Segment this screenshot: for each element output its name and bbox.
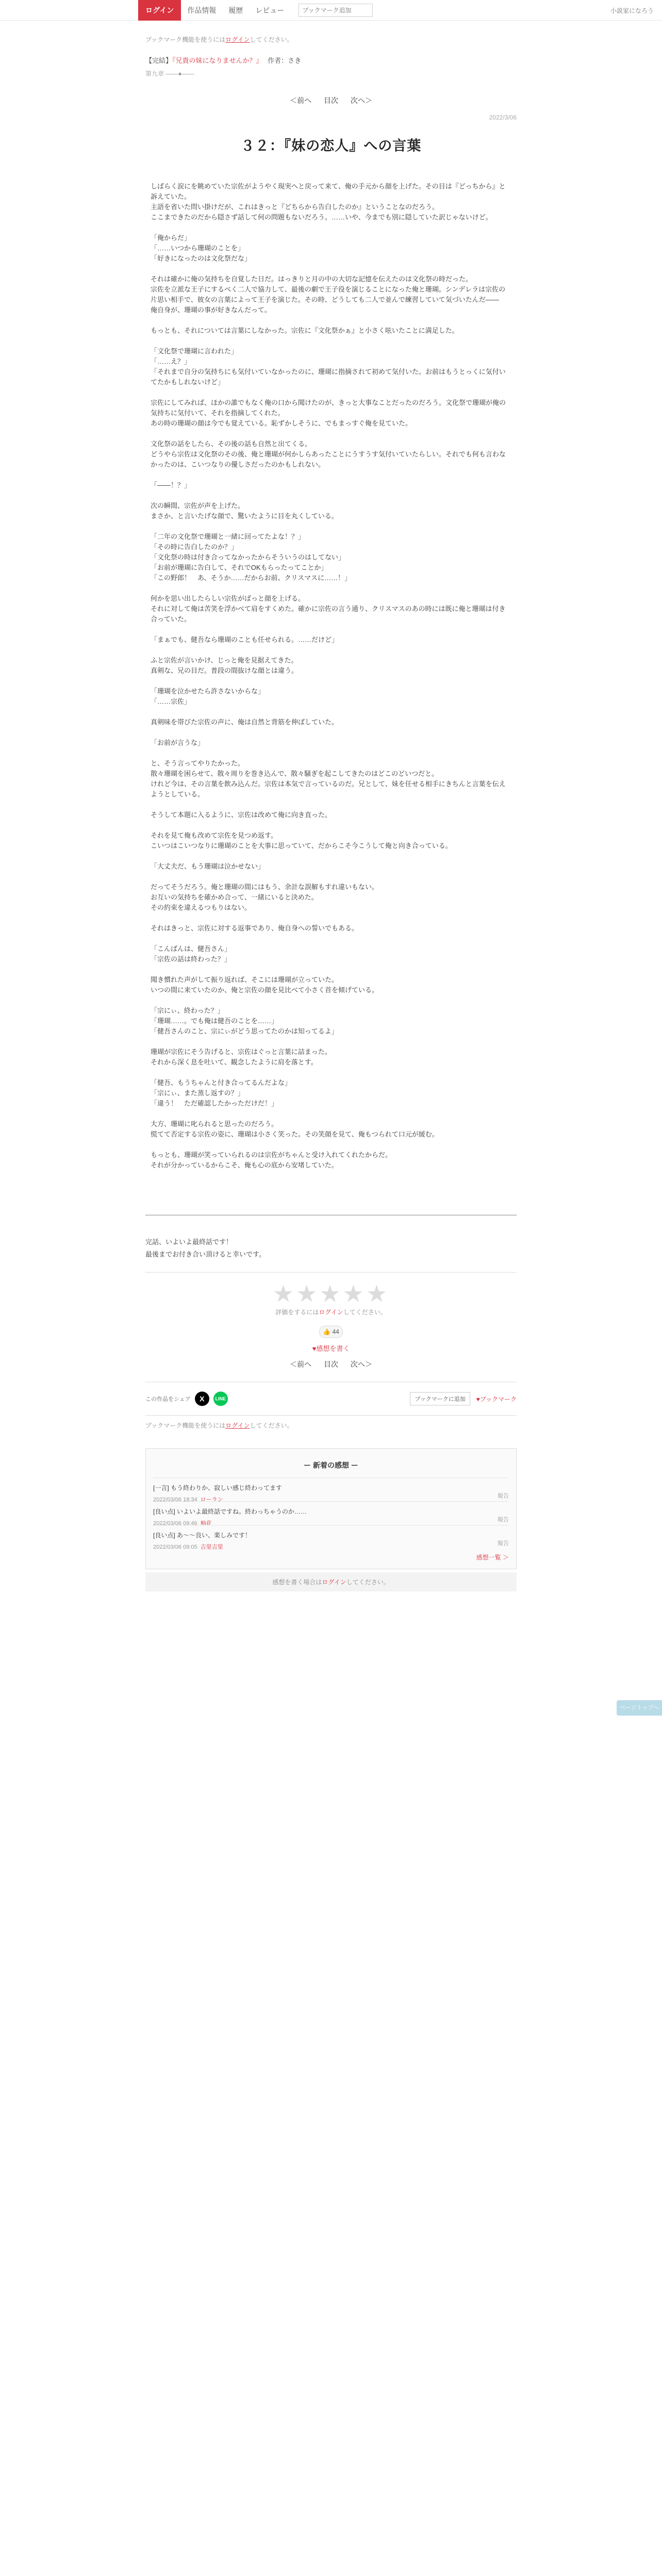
author-label: 作者：: [268, 57, 288, 64]
bookmark-button[interactable]: ♥ブックマーク: [476, 1395, 517, 1403]
body-paragraph: それを見て俺も改めて宗佐を見つめ返す。: [151, 832, 277, 839]
line-share-icon[interactable]: LINE: [213, 1392, 228, 1406]
afterword: [145, 1236, 517, 1261]
series-prefix: 【完結】: [145, 57, 173, 64]
body-paragraph: [151, 995, 511, 1006]
author-name[interactable]: さき: [288, 57, 302, 64]
body-paragraph: そうして本題に入るように、宗佐は改めて俺に向き直った。: [151, 811, 332, 819]
review-title: [一言] もう終わりか、寂しい感じ終わってます: [153, 1484, 282, 1492]
review-report-link[interactable]: 報告: [498, 1493, 509, 1499]
body-paragraph: [151, 1171, 511, 1181]
reviews-more-link[interactable]: 感想一覧 ＞: [476, 1554, 509, 1561]
body-paragraph: 文化祭の話をしたら、その後の話も自然と出てくる。: [151, 440, 312, 448]
review-author-link[interactable]: ローラン: [200, 1497, 223, 1503]
review-date: 2022/03/06 18:34: [153, 1497, 197, 1503]
body-paragraph: 「宗佐の話は終わった？」: [151, 955, 231, 963]
body-paragraph: [151, 624, 511, 635]
body-paragraph: [151, 336, 511, 346]
body-paragraph: こいつはこいつなりに珊瑚のことを大事に思っていて、だからこそ今こうして俺と向き合っている。: [151, 842, 452, 850]
body-paragraph: 「好きになったのは文化祭だな」: [151, 255, 252, 262]
review-meta: [153, 1543, 509, 1551]
share-label: この作品をシェア: [145, 1396, 191, 1402]
review-report-link[interactable]: 報告: [498, 1540, 509, 1547]
body-paragraph: 「お前が言うな」: [151, 739, 205, 747]
body-paragraph: けれど今は、その言葉を飲み込んだ。宗佐は本気で言っているのだ。兄として、妹を任せる相手にきちんと言葉を伝えようとしている。: [151, 780, 506, 798]
body-paragraph: しばらく涙にを眺めていた宗佐がようやく現実へと戻って来て、俺の手元から顔を上げた。その目は『どっちから』と訴えていた。: [151, 182, 506, 200]
body-paragraph: 「俺からだ」: [151, 234, 191, 242]
body-paragraph: 「――！？」: [151, 481, 191, 489]
body-paragraph: [151, 707, 511, 717]
review-login-suffix: してください。: [346, 1579, 390, 1586]
body-paragraph: 「珊瑚……。でも俺は健吾のことを……」: [151, 1017, 278, 1025]
login-notice: [145, 35, 517, 44]
body-paragraph: [151, 521, 511, 532]
reviews-header: ー 新着の感想 ー: [304, 1461, 358, 1469]
body-paragraph: [151, 315, 511, 326]
body-paragraph: [151, 913, 511, 923]
body-paragraph: 「この野郎！ あ、そうか……だからお前、クリスマスに……！」: [151, 574, 351, 582]
episode-date: 2022/3/06: [489, 114, 517, 121]
body-paragraph: 何かを思い出したらしい宗佐がばっと顔を上げる。: [151, 595, 305, 602]
review-login-link[interactable]: ログイン: [322, 1579, 346, 1586]
site-name: 小説家になろう: [610, 7, 654, 14]
prev-page-link[interactable]: ＜前へ: [290, 1360, 312, 1368]
body-paragraph: [151, 490, 511, 501]
rating-login-link[interactable]: ログイン: [319, 1309, 343, 1316]
notice-text: ブックマーク機能を使うには: [145, 1422, 226, 1429]
main-content: [145, 35, 517, 1591]
body-paragraph: 「こんばんは、健吾さん」: [151, 945, 231, 953]
body-paragraph: お互いの気持ちを確かめ合って、一緒にいると決めた。: [151, 893, 318, 901]
body-paragraph: どうやら宗佐は文化祭のその後、俺と珊瑚が何かしらあったことにうすうす気付いていたらしい。それでも何も言わなかったのは、こいつなりの優しさだったのかもしれない。: [151, 450, 506, 468]
review-login-note: [145, 1572, 517, 1591]
login-notice-bottom: [145, 1421, 517, 1430]
recent-reviews-box: [145, 1448, 517, 1569]
pager-bottom: [145, 1359, 517, 1369]
body-paragraph: 珊瑚が宗佐にそう告げると、宗佐はぐっと言葉に詰まった。: [151, 1048, 332, 1056]
body-paragraph: だってそうだろう。俺と珊瑚の間にはもう、余計な誤解もすれ違いもない。: [151, 883, 379, 891]
body-paragraph: 「大丈夫だ、もう珊瑚は泣かせない」: [151, 862, 265, 870]
body-paragraph: 次の瞬間、宗佐が声を上げた。: [151, 502, 245, 510]
body-paragraph: それが分かっているからこそ、俺も心の底から安堵していた。: [151, 1161, 338, 1169]
body-paragraph: 宗佐にしてみれば、ほかの誰でもなく俺の口から聞けたのが、きっと大事なことだったのだろう。文化祭で珊瑚が俺の気持ちに気付いて、それを指摘してくれた。: [151, 399, 506, 417]
body-paragraph: [151, 1109, 511, 1119]
body-paragraph: [151, 964, 511, 975]
notice-text-suffix: してください。: [250, 36, 293, 43]
toc-link[interactable]: 目次: [324, 1360, 338, 1368]
review-item[interactable]: [153, 1478, 509, 1501]
body-paragraph: [151, 470, 511, 480]
like-button[interactable]: 👍 44: [319, 1326, 343, 1338]
body-paragraph: [151, 851, 511, 861]
body-paragraph: [151, 748, 511, 758]
body-paragraph: 散々珊瑚を困らせて、散々周りを巻き込んで、散々騒ぎを起こしてきたのはどこのどいつだと。: [151, 770, 439, 777]
series-title-link[interactable]: 『兄貴の妹になりませんか？』: [172, 57, 263, 64]
review-author-link[interactable]: 柚花: [200, 1520, 212, 1527]
prev-page-link[interactable]: ＜前へ: [290, 96, 312, 105]
body-paragraph: いつの間に来ていたのか、俺と宗佐の顔を見比べて小さく首を傾げている。: [151, 986, 379, 994]
nav-recent-link[interactable]: 履歴: [228, 6, 243, 14]
body-paragraph: 真剣味を帯びた宗佐の声に、俺は自然と背筋を伸ばしていた。: [151, 718, 339, 726]
body-paragraph: [151, 800, 511, 810]
episode-title: ３２：『妹の恋人』への言葉: [240, 138, 422, 154]
notice-login-link[interactable]: ログイン: [225, 1422, 250, 1429]
review-item[interactable]: [153, 1501, 509, 1525]
body-paragraph: 「健吾さんのこと、宗にぃがどう思ってたのかは知ってるよ」: [151, 1027, 338, 1035]
review-report-link[interactable]: 報告: [498, 1517, 509, 1523]
body-paragraph: 「違う！ ただ確認したかっただけだ！」: [151, 1099, 278, 1107]
review-date: 2022/03/06 09:05: [153, 1544, 197, 1550]
body-paragraph: それは確かに俺の気持ちを自覚した日だ。はっきりと月の中の大切な記憶を伝えたのは文化祭の時だった。: [151, 275, 473, 283]
body-paragraph: [151, 429, 511, 439]
rating-stars[interactable]: ★★★★★: [272, 1280, 390, 1307]
nav-works-link[interactable]: 作品情報: [187, 6, 217, 14]
work-info: [145, 55, 517, 65]
body-paragraph: [151, 1067, 511, 1078]
body-paragraph: 「……いつから珊瑚のことを」: [151, 244, 245, 252]
body-paragraph: 「二年の文化祭で珊瑚と一緒に回ってたよな！？」: [151, 533, 305, 540]
body-paragraph: [151, 1140, 511, 1150]
bookmark-add-input[interactable]: [299, 4, 373, 17]
body-paragraph: [151, 645, 511, 655]
body-paragraph: [151, 1037, 511, 1047]
episode-body: [145, 181, 517, 1181]
body-paragraph: 「……宗佐」: [151, 698, 191, 705]
page-top-button[interactable]: ページトップへ: [617, 1700, 662, 1716]
body-paragraph: 「宗にぃ、終わった？」: [151, 1007, 224, 1014]
body-paragraph: 「それまで自分の気持ちにも気付いていなかったのに、珊瑚に指摘されて初めて気付いた。お前はもうとっくに気付いてたかもしれないけど」: [151, 368, 506, 386]
toc-link[interactable]: 目次: [324, 96, 338, 105]
chapter-progress: 第九章 ――●――: [145, 70, 194, 77]
body-paragraph: [151, 387, 511, 398]
body-paragraph: 真剣な、兄の目だ。普段の間抜けな顔とは違う。: [151, 667, 299, 674]
login-button[interactable]: ログイン: [138, 0, 181, 21]
body-paragraph: 「……え？」: [151, 358, 191, 365]
body-paragraph: もっとも、珊瑚が笑っていられるのは宗佐がちゃんと受け入れてくれたからだ。: [151, 1151, 392, 1159]
body-paragraph: [151, 676, 511, 686]
body-paragraph: 宗佐を立派な王子にするべく二人で協力して、最後の劇で王子役を演じることになった俺と珊瑚。シンデレラは宗佐の片思い相手で、彼女の言葉によって王子を演じた。その時、どうしても二人で並んで練習していて気づいたんだ――: [151, 285, 506, 303]
body-paragraph: 聞き慣れた声がして振り返れば、そこには珊瑚が立っていた。: [151, 976, 339, 984]
pager-top: [145, 95, 517, 106]
nav-review-link[interactable]: レビュー: [255, 6, 285, 14]
body-paragraph: 「宗にぃ、また蒸し返すの？」: [151, 1089, 244, 1097]
review-login-text: 感想を書く場合は: [272, 1579, 322, 1586]
body-paragraph: 「文化祭の時は付き合ってなかったからそういうのはしてない」: [151, 553, 345, 561]
rating-note-suffix: してください。: [343, 1309, 387, 1316]
write-review-link[interactable]: ♥感想を書く: [312, 1345, 350, 1352]
body-paragraph: それに対して俺は苦笑を浮かべて肩をすくめた。確かに宗佐の言う通り、クリスマスのあの時には既に俺と珊瑚は付き合っていた。: [151, 605, 506, 623]
share-bar: [145, 1392, 517, 1406]
afterword-line: 最後までお付き合い頂けると幸いです。: [145, 1250, 266, 1258]
x-share-icon[interactable]: X: [195, 1392, 209, 1406]
body-paragraph: 「健吾、もうちゃんと付き合ってるんだよな」: [151, 1079, 292, 1087]
body-paragraph: 「珊瑚を泣かせたら許さないからな」: [151, 687, 265, 695]
body-paragraph: 「文化祭で珊瑚に言われた」: [151, 347, 238, 355]
body-paragraph: まさか、と言いたげな顔で、驚いたように目を丸くしている。: [151, 512, 338, 520]
review-title: [良い点] あ〜〜良い、楽しみです！: [153, 1532, 252, 1539]
body-paragraph: [151, 820, 511, 831]
review-date: 2022/03/06 09:46: [153, 1520, 197, 1527]
body-paragraph: あの時の珊瑚の顔は今でも覚えている。恥ずかしそうに、でもまっすぐ俺を見ていた。: [151, 419, 412, 427]
body-paragraph: その約束を違えるつもりはない。: [151, 904, 251, 911]
next-page-link[interactable]: 次へ＞: [350, 1360, 372, 1368]
review-author-link[interactable]: 吉里吉里: [200, 1544, 223, 1550]
body-paragraph: 俺自身が、珊瑚の事が好きなんだって。: [151, 306, 271, 314]
body-paragraph: 主語を省いた問い掛けだが、これはきっと『どちらから告白したのか』ということなのだろう。: [151, 203, 439, 211]
body-paragraph: ここまできたのだから隠さず話して何の問題もないだろう。……いや、今までも別に隠していた訳じゃないけど。: [151, 213, 492, 221]
body-paragraph: [151, 583, 511, 594]
body-paragraph: [151, 264, 511, 274]
top-navigation-bar: [0, 0, 662, 21]
body-paragraph: [151, 872, 511, 882]
bookmark-add-button[interactable]: ブックマークに追加: [410, 1392, 470, 1405]
notice-divider: [145, 1415, 517, 1416]
body-paragraph: [151, 934, 511, 944]
body-paragraph: [151, 223, 511, 233]
body-paragraph: それから深く息を吐いて、観念したように肩を落とす。: [151, 1058, 318, 1066]
notice-login-link[interactable]: ログイン: [225, 36, 250, 43]
rating-divider: [145, 1272, 517, 1273]
body-paragraph: もっとも、それについては言葉にしなかった。宗佐に『文化祭かぁ』と小さく呟いたことに満足した。: [151, 327, 459, 334]
body-paragraph: 大方、珊瑚に叱られると思ったのだろう。: [151, 1120, 278, 1128]
body-paragraph: 「まぁでも、健吾なら珊瑚のことも任せられる。……だけど」: [151, 636, 339, 643]
rating-note-text: 評価をするには: [275, 1309, 319, 1316]
body-paragraph: ふと宗佐が言いかけ、じっと俺を見据えてきた。: [151, 656, 298, 664]
body-paragraph: 「その時に告白したのか？」: [151, 543, 238, 551]
review-title: [良い点] いよいよ最終話ですね。終わっちゃうのか……: [153, 1508, 307, 1515]
next-page-link[interactable]: 次へ＞: [350, 96, 372, 105]
body-paragraph: 慌てて否定する宗佐の姿に、珊瑚は小さく笑った。その笑顔を見て、俺もつられて口元が緩む。: [151, 1130, 439, 1138]
body-paragraph: 「お前が珊瑚に告白して、それでOKもらったってことか」: [151, 564, 328, 571]
rating-note: [145, 1308, 517, 1316]
body-paragraph: と、そう言ってやりたかった。: [151, 759, 245, 767]
notice-text: ブックマーク機能を使うには: [145, 36, 226, 43]
body-paragraph: それはきっと、宗佐に対する返事であり、俺自身への誓いでもある。: [151, 924, 359, 932]
review-item[interactable]: [153, 1525, 509, 1549]
afterword-line: 完話、いよいよ最終話です！: [145, 1238, 233, 1246]
notice-text-suffix: してください。: [250, 1422, 293, 1429]
body-paragraph: [151, 727, 511, 738]
